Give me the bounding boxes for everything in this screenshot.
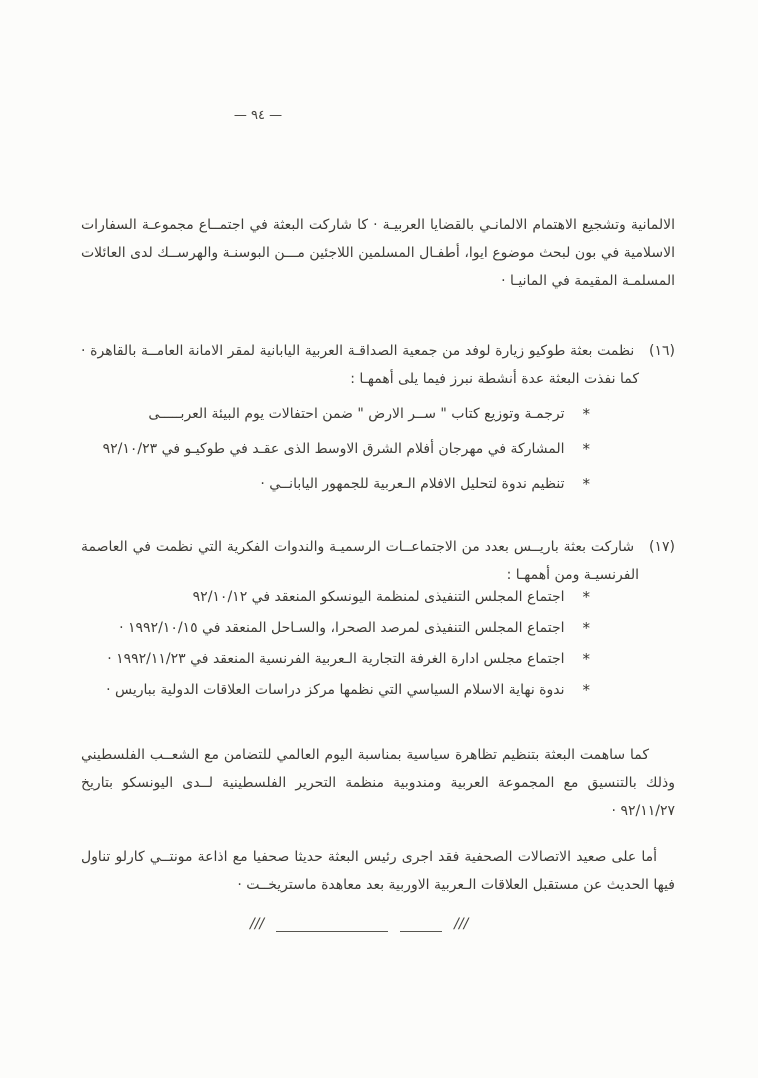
item-17-text: شاركت بعثة باريــس بعدد من الاجتماعــات الرسميـة والندوات الفكرية التي نظمت في العاصمة الفرنسيـة ومن أهمهـا : xyxy=(81,539,639,583)
numbered-item-16 xyxy=(81,337,675,393)
page-number: — ٩٤ — xyxy=(233,108,283,123)
footer-slashes-left: /// xyxy=(250,916,265,932)
bullet-text: اجتماع المجلس التنفيذى لمرصد الصحرا، والسـاحل المنعقد في ١٩٩٢/١٠/١٥ · xyxy=(119,620,565,636)
asterisk-bullet-icon: * xyxy=(582,681,590,699)
numbered-item-17 xyxy=(81,533,675,589)
list-item xyxy=(84,400,590,428)
list-item xyxy=(84,470,590,498)
list-item xyxy=(84,645,590,673)
bullet-text: ندوة نهاية الاسلام السياسي التي نظمها مركز دراسات العلاقات الدولية بباريس · xyxy=(106,682,565,698)
bullet-text: ترجمـة وتوزيع كتاب " ســر الارض " ضمن احتفالات يوم البيئة العربـــــى xyxy=(148,406,565,422)
asterisk-bullet-icon: * xyxy=(582,440,590,458)
footer-rule-short xyxy=(400,918,442,932)
list-item xyxy=(84,676,590,704)
footer-rule-long xyxy=(276,918,388,932)
bullet-list-16 xyxy=(84,400,590,505)
item-17-number: (١٧) xyxy=(649,539,676,555)
intro-paragraph: الالمانية وتشجيع الاهتمام الالمانـي بالقضايا العربيـة · كا شاركت البعثة في اجتمــاع مجموعـة السفارات الاسلامية في بون لبحث موضوع ايوا، أطفـال المسلمين اللاجئين مـــن البوسنـة والهرســك لدى العائلات المسلمـة المقيمة في المانيـا · xyxy=(81,217,675,289)
closing-paragraph-1: كما ساهمت البعثة بتنظيم تظاهرة سياسية بمناسبة اليوم العالمي للتضامن مع الشعــب الفلسطيني وذلك بالتنسيق مع المجموعة العربية ومندوبية منظمة التحرير الفلسطينية لــدى اليونسكو بتاريخ ٩٢/١١/٢٧ · xyxy=(81,747,675,819)
asterisk-bullet-icon: * xyxy=(582,588,590,606)
asterisk-bullet-icon: * xyxy=(582,475,590,493)
footer-slashes-right: /// xyxy=(454,916,469,932)
asterisk-bullet-icon: * xyxy=(582,619,590,637)
bullet-list-17 xyxy=(84,583,590,707)
bullet-text: المشاركة في مهرجان أفلام الشرق الاوسط الذى عقـد في طوكيـو في ٩٢/١٠/٢٣ xyxy=(102,441,565,457)
list-item xyxy=(84,583,590,611)
closing-paragraph-2: أما على صعيد الاتصالات الصحفية فقد اجرى رئيس البعثة حديثا صحفيا مع اذاعة مونتــي كارلو تناول فيها الحديث عن مستقبل العلاقات الـعربية الاوربية بعد معاهدة ماستريخــت · xyxy=(81,849,675,893)
bullet-text: اجتماع المجلس التنفيذى لمنظمة اليونسكو المنعقد في ٩٢/١٠/١٢ xyxy=(192,589,565,605)
item-16-text: نظمت بعثة طوكيو زيارة لوفد من جمعية الصداقـة العربية اليابانية لمقر الامانة العامــة بالقاهرة · كما نفذت البعثة عدة أنشطة نبرز فيما يلى أهمهـا : xyxy=(81,343,639,387)
item-16-number: (١٦) xyxy=(649,343,676,359)
bullet-text: تنظيم ندوة لتحليل الافلام الـعربية للجمهور اليابانــي · xyxy=(260,476,565,492)
bullet-text: اجتماع مجلس ادارة الغرفة التجارية الـعربية الفرنسية المنعقد في ١٩٩٢/١١/٢٣ · xyxy=(107,651,565,667)
list-item xyxy=(84,435,590,463)
page-footer xyxy=(250,916,468,932)
asterisk-bullet-icon: * xyxy=(582,405,590,423)
asterisk-bullet-icon: * xyxy=(582,650,590,668)
list-item xyxy=(84,614,590,642)
